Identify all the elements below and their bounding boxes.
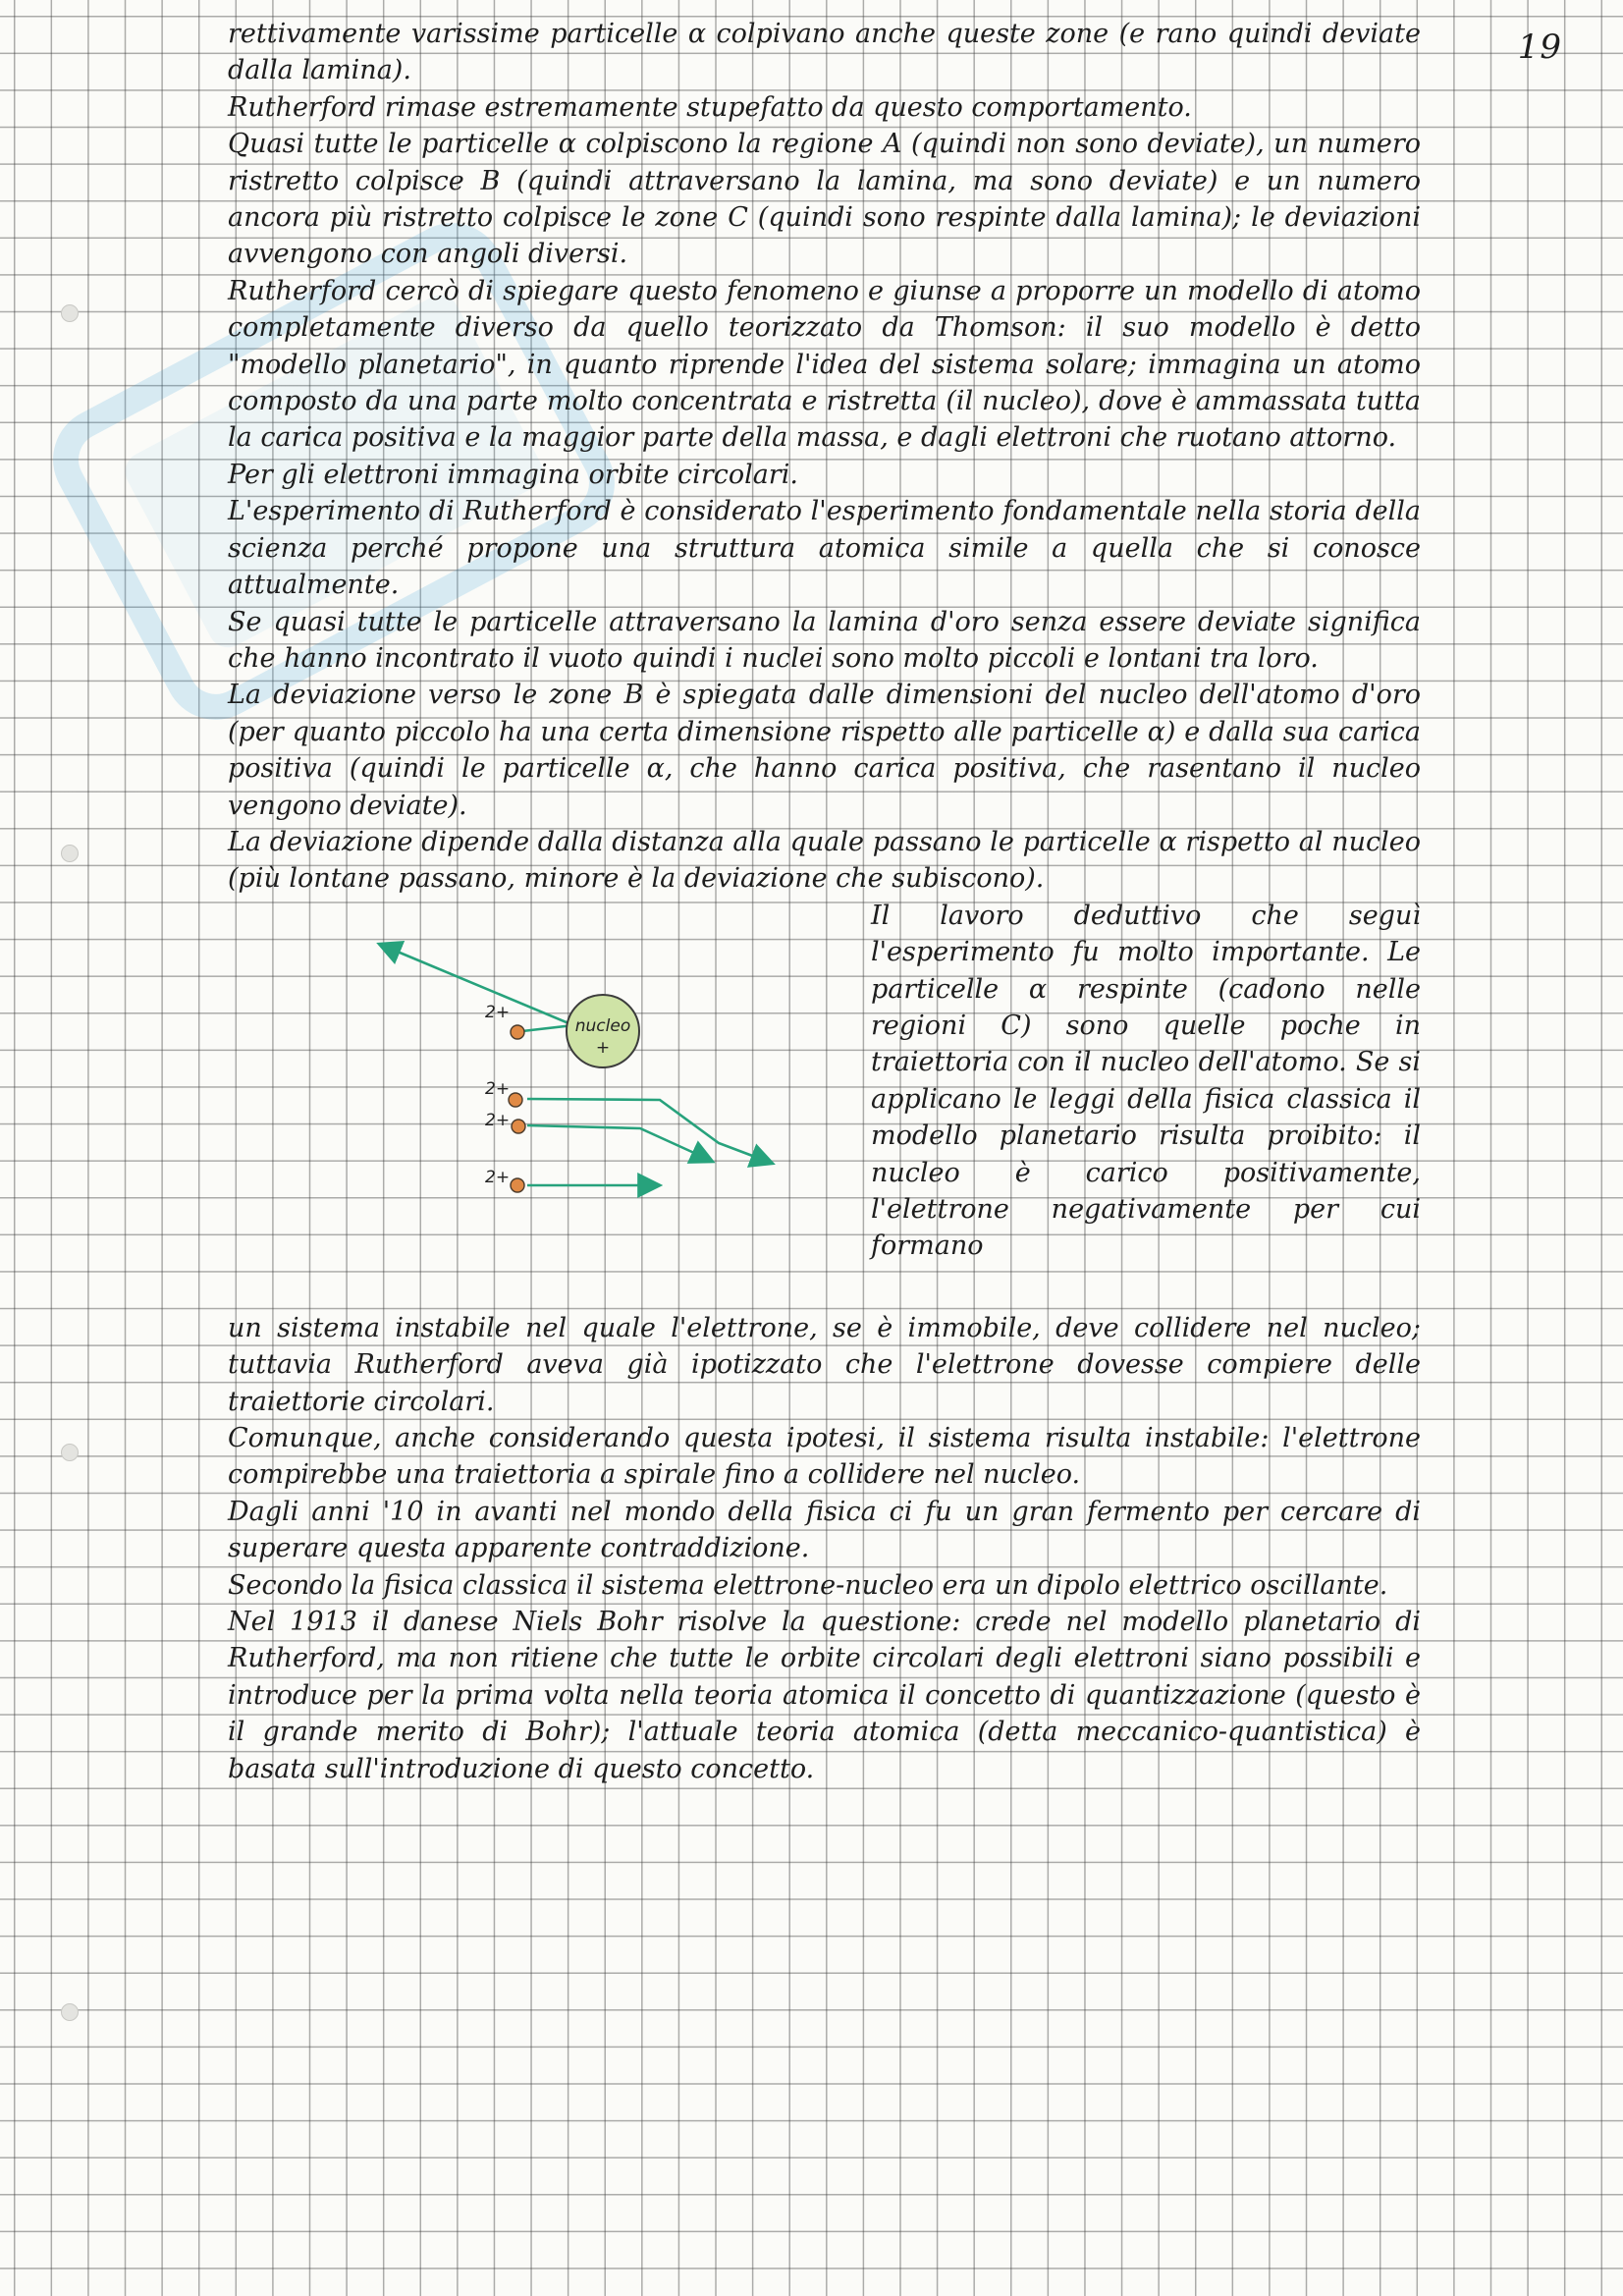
deviated-arrow	[527, 1125, 711, 1161]
paragraph: Comunque, anche considerando questa ipotesi, il sistema risulta instabile: l'elettrone compirebbe una traiettoria a spirale fino a collidere nel nucleo.	[228, 1422, 1421, 1491]
paragraph: un sistema instabile nel quale l'elettrone, se è immobile, deve collidere nel nucleo; tuttavia Rutherford aveva già ipotizzato che l'elettrone dovesse compiere delle traiettorie circolari.	[228, 1312, 1421, 1417]
figure-row	[228, 898, 1421, 1310]
rutherford-scattering-diagram	[228, 898, 871, 1310]
handwritten-notes	[228, 16, 1421, 1787]
paragraph: Quasi tutte le particelle α colpiscono la regione A (quindi non sono deviate), un numero ristretto colpisce B (quindi attraversano la lamina, ma sono deviate) e un numero ancora più ristretto colpisce le zone C (quindi sono respinte dalla lamina); le deviazioni avvengono con angoli diversi.	[228, 129, 1421, 270]
alpha-particle	[509, 1093, 522, 1107]
nucleus-label: nucleo	[574, 1015, 631, 1036]
side-paragraph: Il lavoro deduttivo che seguì l'esperimento fu molto importante. Le particelle α respinte (cadono nelle regioni C) sono quelle poche in traiettoria con il nucleo dell'atomo. Se si applicano le leggi della fisica classica il modello planetario risulta proibito: il nucleo è carico positivamente, l'elettrone negativamente per cui formano	[871, 900, 1421, 1262]
paragraph: Per gli elettroni immagina orbite circolari.	[228, 459, 798, 490]
paragraph: La deviazione verso le zone B è spiegata dalle dimensioni del nucleo dell'atomo d'oro (per quanto piccolo ha una certa dimensione rispetto alle particelle α) e dalla sua carica positiva (quindi le particelle α, che hanno carica positiva, che rasentano il nucleo vengono deviate).	[228, 680, 1421, 821]
paragraph: La deviazione dipende dalla distanza alla quale passano le particelle α rispetto al nucleo (più lontane passano, minore è la deviazione che subiscono).	[228, 826, 1421, 895]
page-number: 19	[1517, 27, 1562, 67]
paragraph: Rutherford rimase estremamente stupefatto da questo comportamento.	[228, 91, 1192, 123]
particle-charge-label: 2+	[485, 1167, 511, 1187]
alpha-particle	[511, 1025, 524, 1039]
paragraph: Rutherford cercò di spiegare questo fenomeno e giunse a proporre un modello di atomo completamente diverso da quello teorizzato da Thomson: il suo modello è detto "modello planetario", in quanto riprende l'idea del sistema solare; immagina un atomo composto da una parte molto concentrata e ristretta (il nucleo), dove è ammassata tutta la carica positiva e la maggior parte della massa, e dagli elettroni che ruotano attorno.	[228, 275, 1421, 454]
alpha-particle	[511, 1178, 524, 1192]
paragraph: Secondo la fisica classica il sistema elettrone-nucleo era un dipolo elettrico oscillante.	[228, 1569, 1388, 1601]
particle-charge-label: 2+	[485, 1078, 511, 1099]
nucleus-sign: +	[595, 1037, 611, 1058]
paragraph: L'esperimento di Rutherford è considerato l'esperimento fondamentale nella storia della scienza perché propone una struttura atomica simile a quella che si conosce attualmente.	[228, 496, 1421, 601]
deviated-arrow	[527, 1099, 771, 1163]
paragraph: Dagli anni '10 in avanti nel mondo della fisica ci fu un gran fermento per cercare di superare questa apparente contraddizione.	[228, 1496, 1421, 1564]
particle-charge-label: 2+	[485, 1110, 511, 1130]
paragraph: Nel 1913 il danese Niels Bohr risolve la questione: crede nel modello planetario di Rutherford, ma non ritiene che tutte le orbite circolari degli elettroni siano possibili e introduce per la prima volta nella teoria atomica il concetto di quantizzazione (questo è il grande merito di Bohr); l'attuale teoria atomica (detta meccanico-quantistica) è basata sull'introduzione di questo concetto.	[228, 1607, 1421, 1784]
alpha-particle	[512, 1120, 525, 1133]
back-scatter-arrow	[381, 945, 573, 1031]
particle-charge-label: 2+	[485, 1002, 511, 1022]
paragraph: rettivamente varissime particelle α colpivano anche queste zone (e rano quindi deviate dalla lamina).	[228, 19, 1421, 86]
paragraph: Se quasi tutte le particelle attraversano la lamina d'oro senza essere deviate significa che hanno incontrato il vuoto quindi i nuclei sono molto piccoli e lontani tra loro.	[228, 606, 1421, 674]
